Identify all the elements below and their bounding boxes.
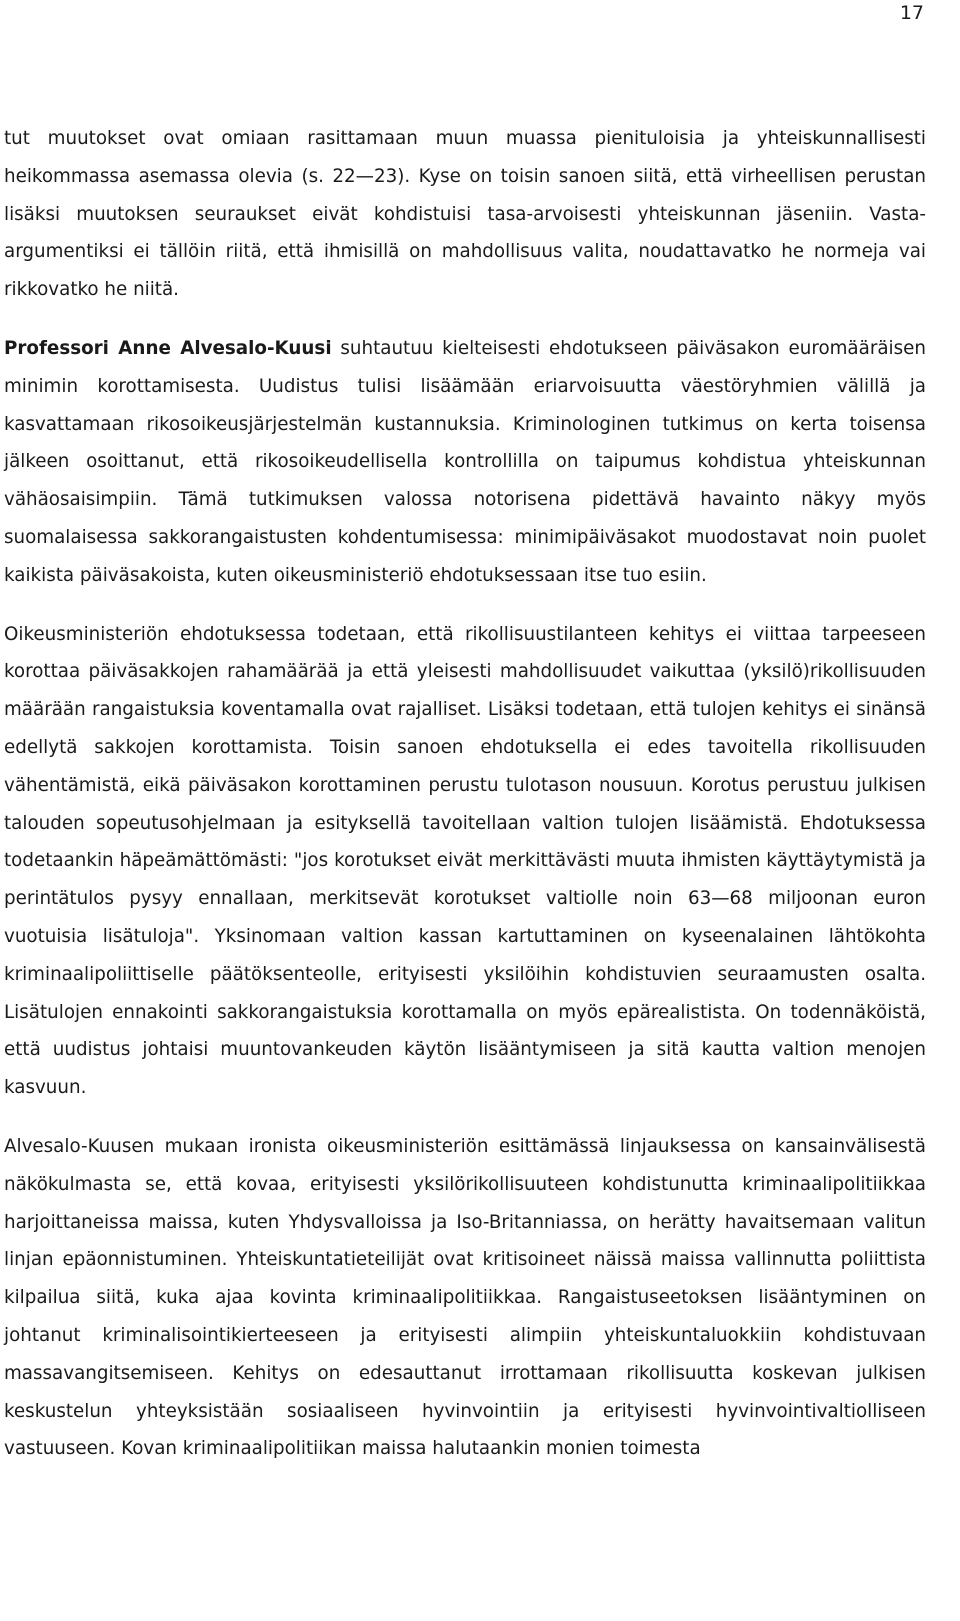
paragraph-text: Alvesalo-Kuusen mukaan ironista oikeusministeriön esittämässä linjauksessa on kansainvälisestä näkökulmasta se, että kovaa, erityisesti yksilörikollisuuteen kohdistunutta kriminaalipolitiikkaa harjoittaneissa maissa, kuten Yhdysvalloissa ja Iso-Britanniassa, on herätty havaitsemaan valitun linjan epäonnistuminen. Yhteiskuntatieteilijät ovat kritisoineet näissä maissa vallinnutta poliittista kilpailua siitä, kuka ajaa kovinta kriminaalipolitiikkaa. Rangaistuseetoksen lisääntyminen on johtanut kriminalisointikierteeseen ja erityisesti alimpiin yhteiskuntaluokkiin kohdistuvaan massavangitsemiseen. Kehitys on edesauttanut irrottamaan rikollisuutta koskevan julkisen keskustelun yhteyksistään sosiaaliseen hyvinvointiin ja erityisesti hyvinvointivaltiolliseen vastuuseen. Kovan kriminaalipolitiikan maissa halutaankin monien toimesta [4,1135,926,1460]
page-number: 17 [899,2,924,24]
paragraph-4 [4,1128,926,1468]
document-body [4,120,926,1489]
paragraph-text: Oikeusministeriön ehdotuksessa todetaan, että rikollisuustilanteen kehitys ei viittaa tarpeeseen korottaa päiväsakkojen rahamäärää ja että yleisesti mahdollisuudet vaikuttaa (yksilö)rikollisuuden määrään rangaistuksia koventamalla ovat rajalliset. Lisäksi todetaan, että tulojen kehitys ei sinänsä edellytä sakkojen korottamista. Toisin sanoen ehdotuksella ei edes tavoitella rikollisuuden vähentämistä, eikä päiväsakon korottaminen perustu tulotason nousuun. Korotus perustuu julkisen talouden sopeutusohjelmaan ja esityksellä tavoitellaan valtion tulojen lisäämistä. Ehdotuksessa todetaankin häpeämättömästi: "jos korotukset eivät merkittävästi muuta ihmisten käyttäytymistä ja perintätulos pysyy ennallaan, merkitsevät korotukset valtiolle noin 63—68 miljoonan euron vuotuisia lisätuloja". Yksinomaan valtion kassan kartuttaminen on kyseenalainen lähtökohta kriminaalipoliittiselle päätöksenteolle, erityisesti yksilöihin kohdistuvien seuraamusten osalta. Lisätulojen ennakointi sakkorangaistuksia korottamalla on myös epärealistista. On todennäköistä, että uudistus johtaisi muuntovankeuden käytön lisääntymiseen ja sitä kautta valtion menojen kasvuun. [4,623,926,1099]
paragraph-text: tut muutokset ovat omiaan rasittamaan muun muassa pienituloisia ja yhteiskunnallisesti heikommassa asemassa olevia (s. 22—23). Kyse on toisin sanoen siitä, että virheellisen perustan lisäksi muutoksen seuraukset eivät kohdistuisi tasa-arvoisesti yhteiskunnan jäseniin. Vasta-argumentiksi ei tällöin riitä, että ihmisillä on mahdollisuus valita, noudattavatko he normeja vai rikkovatko he niitä. [4,128,926,301]
paragraph-text: suhtautuu kielteisesti ehdotukseen päiväsakon euromääräisen minimin korottamisesta. Uudistus tulisi lisäämään eriarvoisuutta väestöryhmien välillä ja kasvattamaan rikosoikeusjärjestelmän kustannuksia. Kriminologinen tutkimus on kerta toisensa jälkeen osoittanut, että rikosoikeudellisella kontrollilla on taipumus kohdistua yhteiskunnan vähäosaisimpiin. Tämä tutkimuksen valossa notorisena pidettävä havainto näkyy myös suomalaisessa sakkorangaistusten kohdentumisessa: minimipäiväsakot muodostavat noin puolet kaikista päiväsakoista, kuten oikeusministeriö ehdotuksessaan itse tuo esiin. [4,337,926,586]
paragraph-3 [4,616,926,1107]
paragraph-2 [4,330,926,595]
paragraph-1 [4,120,926,309]
person-name-bold: Professori Anne Alvesalo-Kuusi [4,337,332,359]
